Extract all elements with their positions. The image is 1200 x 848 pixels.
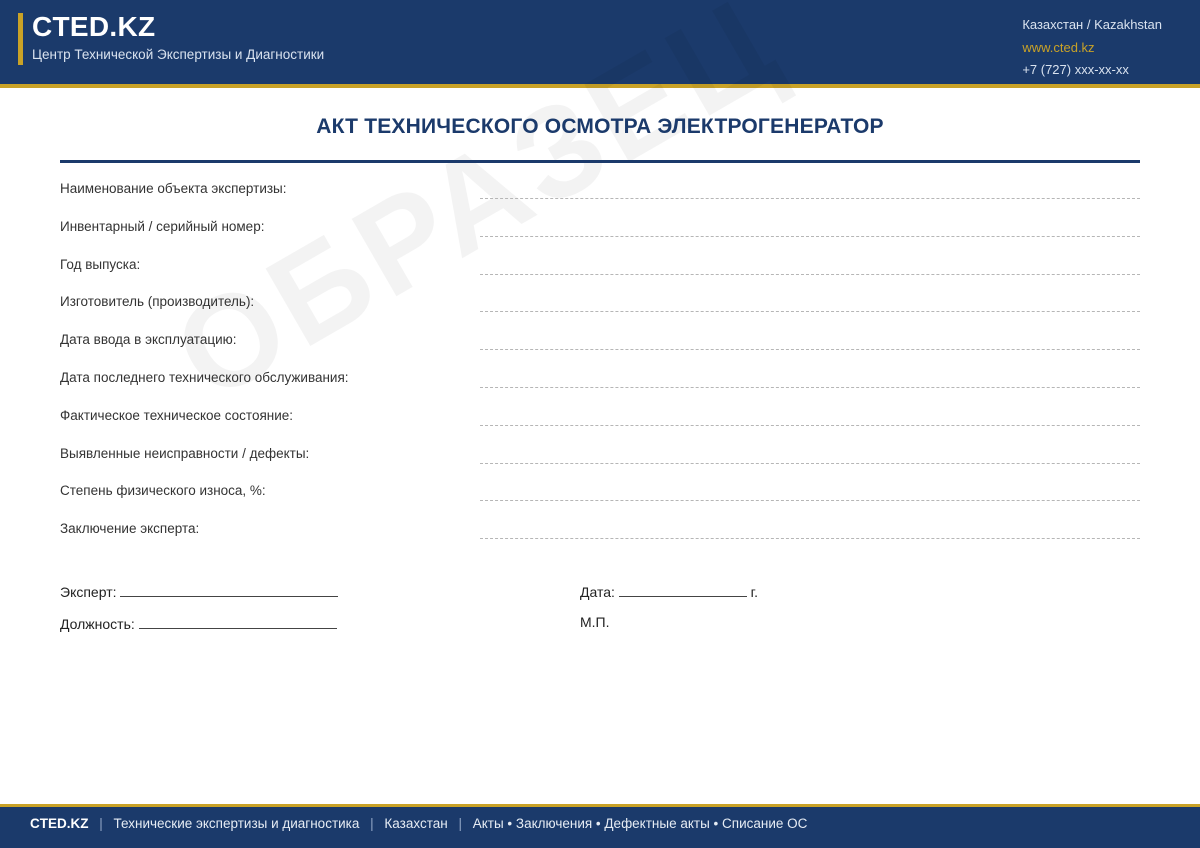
footer-text [30, 816, 807, 831]
position-field [60, 614, 337, 632]
field-label: Дата ввода в эксплуатацию: [60, 332, 237, 348]
document-body [0, 115, 1200, 646]
field-row [60, 479, 1140, 517]
field-input-line[interactable] [480, 463, 1140, 464]
field-row [60, 517, 1140, 555]
page-header [0, 0, 1200, 88]
field-label: Год выпуска: [60, 256, 141, 272]
position-label: Должность: [60, 615, 135, 632]
position-input-line[interactable] [139, 614, 337, 629]
field-row [60, 328, 1140, 366]
field-input-line[interactable] [480, 538, 1140, 539]
expert-field [60, 582, 338, 600]
field-input-line[interactable] [480, 274, 1140, 275]
field-row [60, 290, 1140, 328]
field-input-line[interactable] [480, 198, 1140, 199]
field-input-line[interactable] [480, 387, 1140, 388]
date-suffix: г. [750, 583, 758, 600]
field-row [60, 442, 1140, 480]
field-input-line[interactable] [480, 500, 1140, 501]
brand-title: CTED.KZ [32, 11, 156, 42]
date-field [580, 582, 758, 600]
field-label: Заключение эксперта: [60, 521, 200, 537]
signature-row-position [60, 614, 1140, 646]
field-row [60, 404, 1140, 442]
footer-separator: | [99, 816, 103, 831]
field-label: Фактическое техническое состояние: [60, 407, 294, 423]
field-row [60, 177, 1140, 215]
brand-block [18, 11, 324, 64]
field-label: Изготовитель (производитель): [60, 294, 255, 310]
field-label: Выявленные неисправности / дефекты: [60, 445, 310, 461]
stamp-placeholder: М.П. [580, 613, 610, 630]
field-label: Инвентарный / серийный номер: [60, 218, 265, 234]
date-input-line[interactable] [619, 582, 747, 597]
footer-documents: Акты • Заключения • Дефектные акты • Списание ОС [472, 816, 808, 831]
title-divider [60, 160, 1140, 163]
fields-list [60, 177, 1140, 555]
field-row [60, 366, 1140, 404]
page-title: АКТ ТЕХНИЧЕСКОГО ОСМОТРА ЭЛЕКТРОГЕНЕРАТОР [316, 115, 884, 138]
signature-block [60, 582, 1140, 646]
expert-signature-line[interactable] [120, 582, 338, 597]
header-website-link[interactable]: www.cted.kz [1022, 39, 1095, 55]
page-footer [0, 804, 1200, 848]
field-input-line[interactable] [480, 311, 1140, 312]
field-label: Степень физического износа, %: [60, 483, 266, 499]
date-label: Дата: [580, 583, 615, 600]
footer-brand: CTED.KZ [30, 816, 89, 831]
signature-row-expert [60, 582, 1140, 614]
footer-separator: | [370, 816, 374, 831]
field-row [60, 215, 1140, 253]
field-input-line[interactable] [480, 236, 1140, 237]
header-contacts [1022, 14, 1162, 82]
field-input-line[interactable] [480, 425, 1140, 426]
field-label: Дата последнего технического обслуживания: [60, 369, 349, 385]
field-input-line[interactable] [480, 349, 1140, 350]
field-row [60, 253, 1140, 291]
brand-subtitle: Центр Технической Экспертизы и Диагностики [32, 47, 325, 62]
footer-services: Технические экспертизы и диагностика [113, 816, 360, 831]
footer-separator: | [458, 816, 462, 831]
expert-label: Эксперт: [60, 583, 117, 600]
field-label: Наименование объекта экспертизы: [60, 181, 287, 196]
header-phone: +7 (727) xxx-xx-xx [1022, 62, 1129, 77]
footer-region: Казахстан [384, 816, 448, 831]
header-country: Казахстан / Kazakhstan [1022, 17, 1162, 32]
